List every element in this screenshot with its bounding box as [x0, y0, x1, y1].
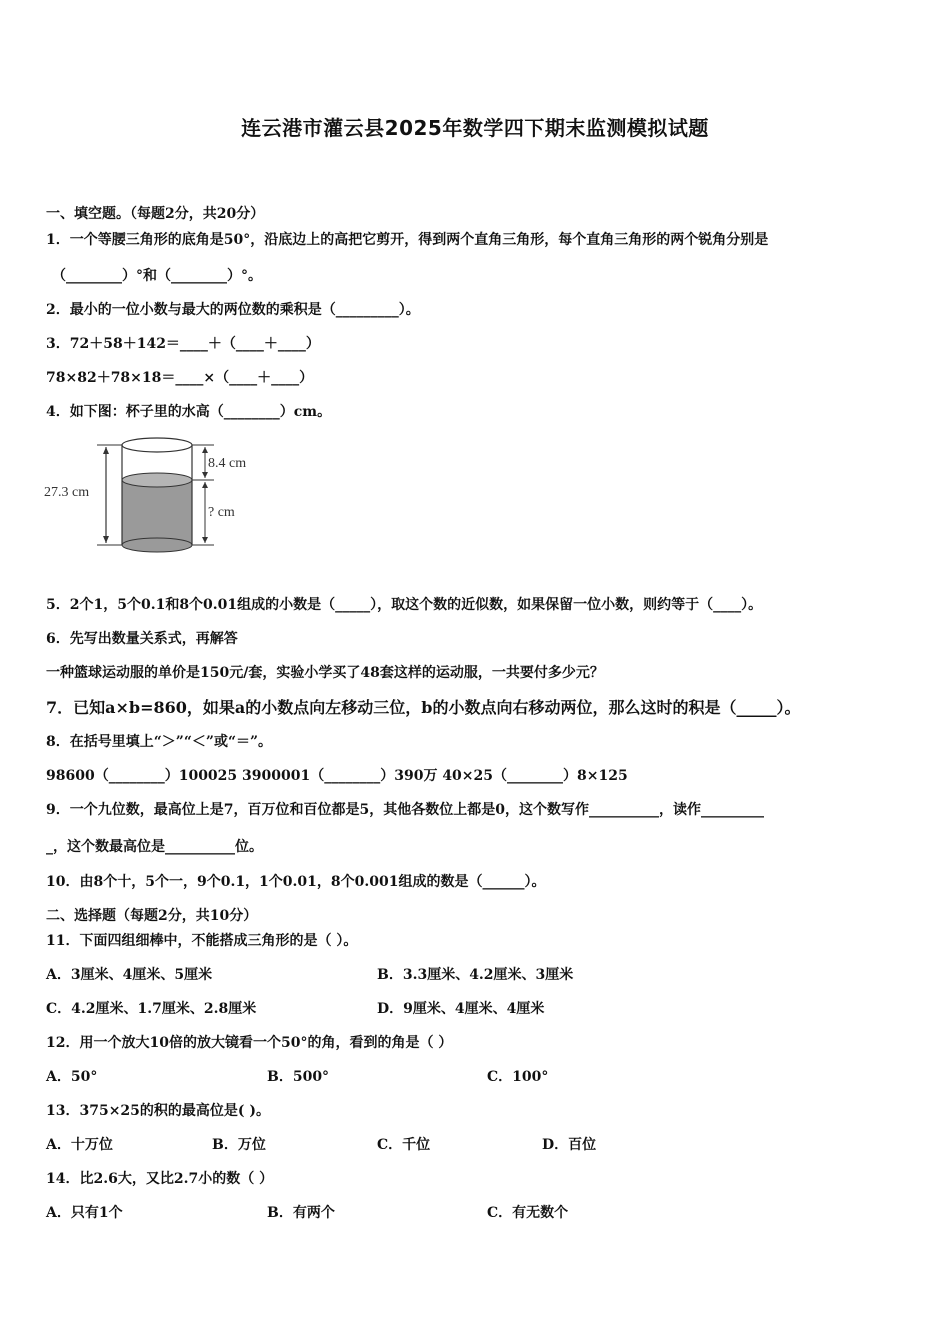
question-12-option-b: B．500° — [267, 1069, 330, 1085]
question-11: 11．下面四组细棒中，不能搭成三角形的是（ ）。 — [46, 933, 358, 949]
question-12-option-c: C．100° — [487, 1069, 549, 1085]
question-7: 7．已知a×b=860，如果a的小数点向左移动三位，b的小数点向右移动两位，那么这时的积是（_____）。 — [46, 698, 801, 717]
question-3-line-2: 78×82＋78×18＝____×（____＋____） — [46, 370, 314, 386]
question-12-option-a: A．50° — [46, 1069, 98, 1085]
question-6-line-1: 6．先写出数量关系式，再解答 — [46, 631, 238, 647]
question-2: 2．最小的一位小数与最大的两位数的乘积是（_________）。 — [46, 302, 420, 318]
question-14-option-c: C．有无数个 — [487, 1205, 569, 1221]
question-6-line-2: 一种篮球运动服的单价是150元/套，实验小学买了48套这样的运动服，一共要付多少元？ — [46, 665, 604, 681]
question-10: 10．由8个十，5个一，9个0.1，1个0.01，8个0.001组成的数是（______）。 — [46, 874, 546, 890]
question-8-line-1: 8．在括号里填上“＞”“＜”或“＝”。 — [46, 734, 273, 750]
question-11-option-a: A．3厘米、4厘米、5厘米 — [46, 967, 213, 983]
question-14-option-a: A．只有1个 — [46, 1205, 123, 1221]
question-14: 14．比2.6大，又比2.7小的数（ ） — [46, 1171, 274, 1187]
cup-figure — [42, 430, 282, 560]
water-fill — [122, 480, 192, 545]
question-13-option-a: A．十万位 — [46, 1137, 113, 1153]
question-9-line-2: _，这个数最高位是__________位。 — [46, 839, 263, 855]
question-13: 13．375×25的积的最高位是( )。 — [46, 1103, 271, 1119]
question-5: 5．2个1，5个0.1和8个0.01组成的小数是（_____），取这个数的近似数，如果保留一位小数，则约等于（____）。 — [46, 597, 763, 613]
question-11-option-d: D．9厘米、4厘米、4厘米 — [377, 1001, 545, 1017]
question-1-line-1: 1．一个等腰三角形的底角是50°，沿底边上的高把它剪开，得到两个直角三角形，每个直角三角形的两个锐角分别是 — [46, 232, 769, 248]
question-12: 12．用一个放大10倍的放大镜看一个50°的角，看到的角是（ ） — [46, 1035, 453, 1051]
section-2-heading: 二、选择题（每题2分，共10分） — [46, 908, 258, 924]
question-4: 4．如下图：杯子里的水高（________）cm。 — [46, 404, 332, 420]
question-9-line-1: 9．一个九位数，最高位上是7，百万位和百位都是5，其他各数位上都是0，这个数写作__________，读作_________ — [46, 802, 764, 818]
total-height-label: 27.3 cm — [44, 485, 90, 500]
question-11-option-b: B．3.3厘米、4.2厘米、3厘米 — [377, 967, 574, 983]
question-1-line-2: （________）°和（________）°。 — [52, 268, 262, 284]
question-13-option-d: D．百位 — [542, 1137, 597, 1153]
water-height-label: ? cm — [208, 505, 235, 520]
question-3-line-1: 3．72＋58＋142＝____＋（____＋____） — [46, 336, 320, 352]
question-11-option-c: C．4.2厘米、1.7厘米、2.8厘米 — [46, 1001, 257, 1017]
page-title: 连云港市灌云县2025年数学四下期末监测模拟试题 — [241, 116, 709, 140]
question-13-option-b: B．万位 — [212, 1137, 266, 1153]
question-13-option-c: C．千位 — [377, 1137, 431, 1153]
question-14-option-b: B．有两个 — [267, 1205, 335, 1221]
question-8-line-2: 98600（________）100025 3900001（________）390万 40×25（________）8×125 — [46, 768, 628, 784]
top-gap-label: 8.4 cm — [208, 456, 247, 471]
section-1-heading: 一、填空题。（每题2分，共20分） — [46, 206, 265, 222]
